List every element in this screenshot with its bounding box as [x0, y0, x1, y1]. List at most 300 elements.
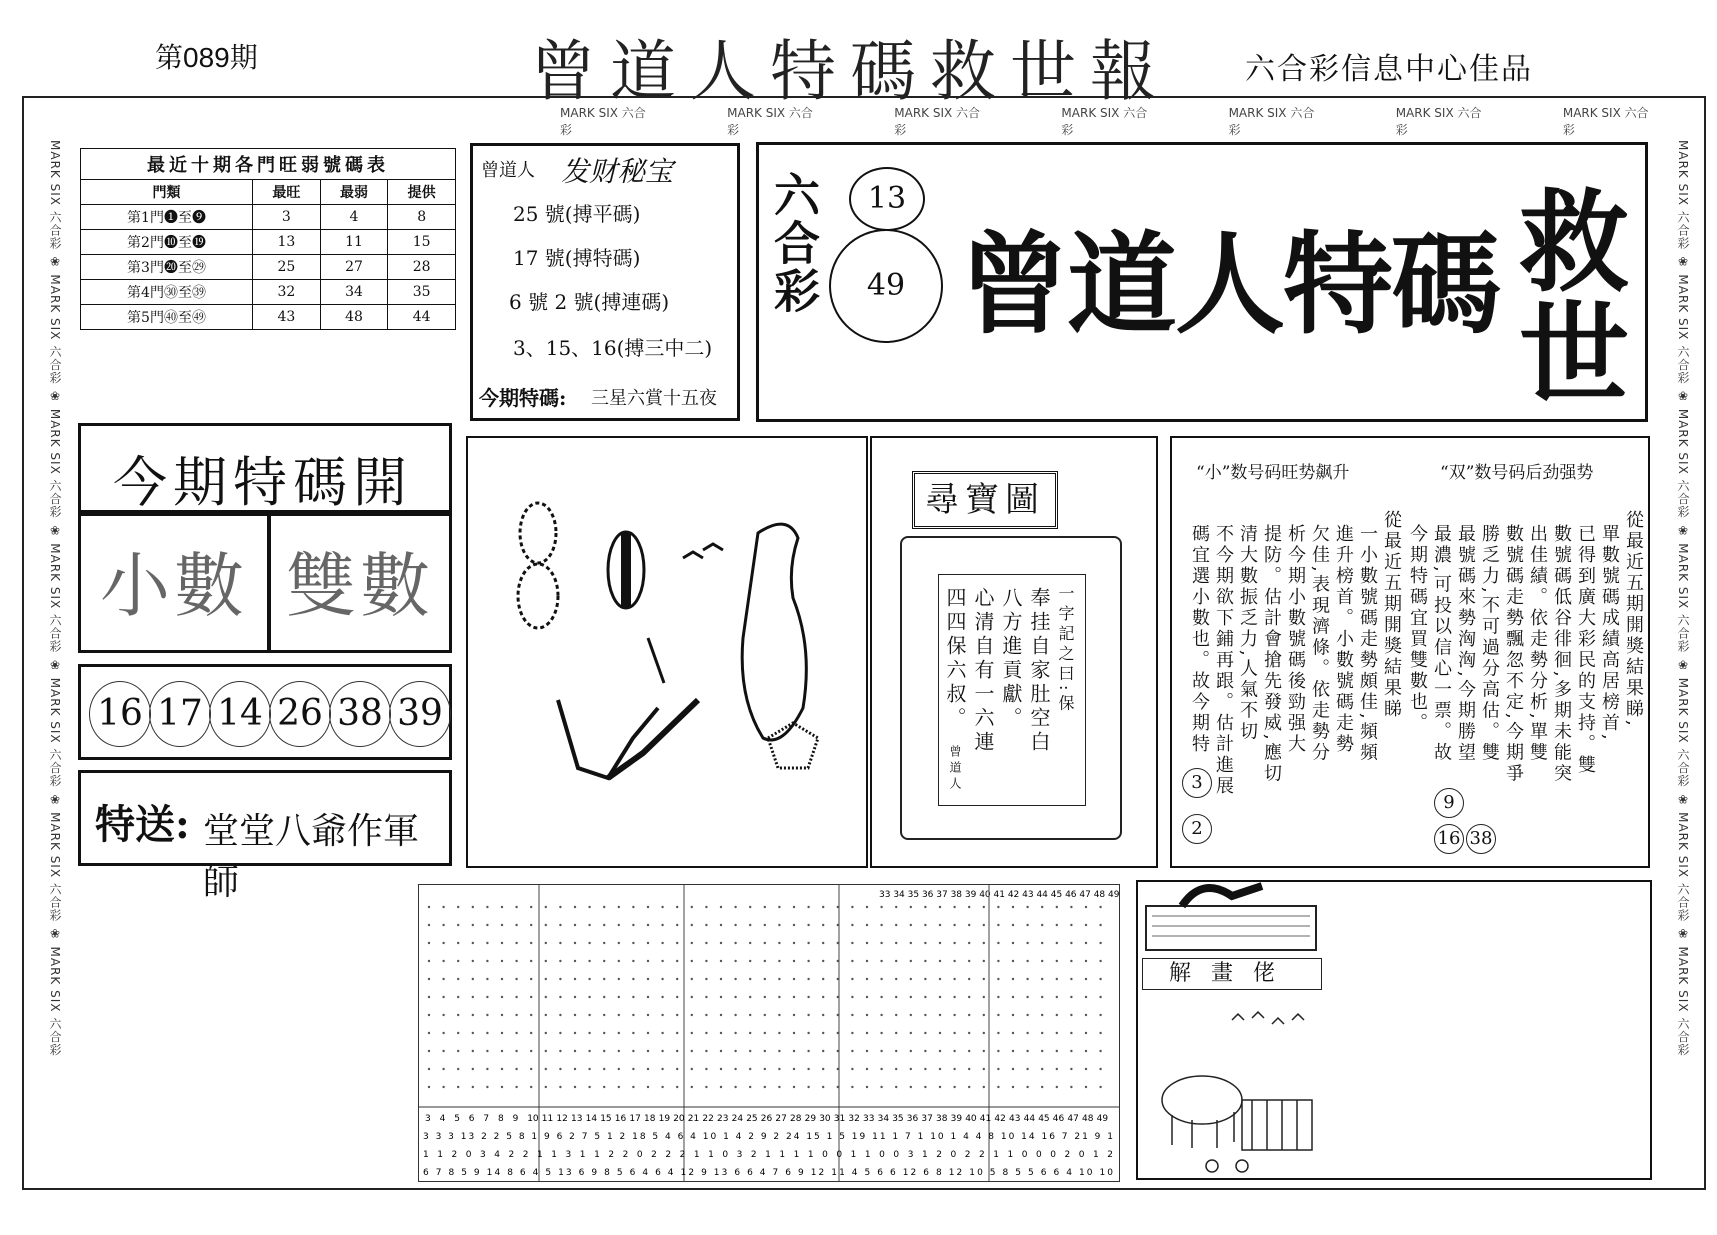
chart-grid-dot: [588, 906, 590, 908]
chart-grid-dot: [939, 1014, 941, 1016]
analysis-column: 清大數振乏力,人氣不切: [1237, 524, 1258, 743]
chart-grid-dot: [953, 1014, 955, 1016]
chart-grid-dot: [559, 978, 561, 980]
chart-grid-dot: [924, 906, 926, 908]
chart-grid-dot: [603, 942, 605, 944]
map-signature: 曾道人: [948, 745, 962, 793]
chart-grid-dot: [720, 1050, 722, 1052]
chart-grid-dot: [1026, 906, 1028, 908]
chart-grid-dot: [880, 924, 882, 926]
chart-grid-dot: [997, 996, 999, 998]
chart-grid-dot: [632, 1086, 634, 1088]
chart-grid-dot: [953, 1032, 955, 1034]
chart-grid-dot: [661, 1032, 663, 1034]
chart-grid-dot: [1056, 1032, 1058, 1034]
chart-grid-dot: [866, 1086, 868, 1088]
chart-grid-dot: [618, 1014, 620, 1016]
chart-grid-dot: [1070, 924, 1072, 926]
chart-grid-dot: [968, 996, 970, 998]
chart-grid-dot: [720, 1032, 722, 1034]
chart-grid-dot: [515, 1014, 517, 1016]
chart-grid-dot: [559, 1068, 561, 1070]
chart-grid-dot: [910, 996, 912, 998]
chart-grid-dot: [734, 1086, 736, 1088]
analysis-column: 出佳績。依走勢分析,單雙: [1527, 524, 1548, 764]
chart-grid-dot: [1099, 1014, 1101, 1016]
chart-grid-dot: [676, 942, 678, 944]
chart-grid-dot: [880, 1068, 882, 1070]
chart-grid-dot: [764, 1014, 766, 1016]
chart-grid-dot: [1056, 996, 1058, 998]
chart-grid-dot: [588, 960, 590, 962]
chart-grid-dot: [953, 1050, 955, 1052]
hot-cold-table: [80, 148, 456, 330]
chart-grid-dot: [1099, 906, 1101, 908]
chart-grid-dot: [1099, 960, 1101, 962]
chart-grid-dot: [1056, 1086, 1058, 1088]
chart-grid-dot: [486, 1068, 488, 1070]
chart-grid-dot: [691, 1068, 693, 1070]
chart-grid-dot: [778, 996, 780, 998]
tips-author: 曾道人: [481, 160, 535, 181]
chart-grid-dot: [968, 906, 970, 908]
chart-grid-dot: [895, 942, 897, 944]
chart-grid-dot: [953, 1068, 955, 1070]
chart-grid-dot: [428, 924, 430, 926]
chart-grid-dot: [647, 996, 649, 998]
chart-grid-dot: [866, 1032, 868, 1034]
analysis-column: 勝乏力,不可過分高估。雙: [1479, 524, 1500, 764]
chart-grid-dot: [1085, 960, 1087, 962]
chart-grid-dot: [603, 1086, 605, 1088]
chart-grid-dot: [924, 978, 926, 980]
chart-grid-dot: [997, 1050, 999, 1052]
analysis-column: 提防。估計會搶先發威,應切: [1261, 524, 1282, 785]
chart-grid-dot: [603, 960, 605, 962]
chart-grid-dot: [822, 978, 824, 980]
chart-grid-dot: [603, 1014, 605, 1016]
chart-grid-dot: [705, 906, 707, 908]
chart-grid-dot: [851, 1086, 853, 1088]
chart-grid-dot: [691, 960, 693, 962]
special-open-header: [78, 423, 452, 513]
chart-grid-dot: [501, 1086, 503, 1088]
chart-grid-dot: [457, 942, 459, 944]
chart-grid-dot: [588, 978, 590, 980]
chart-grid-dot: [442, 978, 444, 980]
chart-header-numbers: 33 34 35 36 37 38 39 40 41 42 43 44 45 46 47 48 49: [879, 890, 1120, 900]
chart-grid-dot: [472, 1068, 474, 1070]
chart-grid-dot: [822, 960, 824, 962]
strip-text: MARK SIX 六合彩: [1228, 106, 1315, 137]
chart-grid-dot: [749, 1086, 751, 1088]
treasure-map-title: 尋寶圖: [912, 471, 1058, 529]
chart-grid-dot: [997, 906, 999, 908]
chart-grid-dot: [968, 1014, 970, 1016]
chart-grid-dot: [807, 1014, 809, 1016]
chart-grid-dot: [486, 1050, 488, 1052]
chart-grid-dot: [1099, 1086, 1101, 1088]
chart-grid-dot: [939, 906, 941, 908]
chart-column-label: 12: [556, 1114, 568, 1124]
chart-column-label: 15: [600, 1114, 612, 1124]
chart-grid-dot: [574, 996, 576, 998]
chart-grid-dot: [953, 996, 955, 998]
chart-grid-dot: [1085, 996, 1087, 998]
chart-grid-dot: [720, 924, 722, 926]
chart-grid-dot: [720, 942, 722, 944]
chart-grid-dot: [880, 960, 882, 962]
chart-grid-dot: [676, 1014, 678, 1016]
table-header: 最旺: [253, 180, 321, 205]
chart-grid-dot: [486, 924, 488, 926]
chart-grid-dot: [880, 1050, 882, 1052]
chart-grid-dot: [457, 960, 459, 962]
riddle-drawing: [466, 436, 868, 868]
chart-grid-dot: [924, 960, 926, 962]
chart-grid-dot: [807, 906, 809, 908]
chart-grid-dot: [793, 1050, 795, 1052]
chart-grid-dot: [1099, 1068, 1101, 1070]
chart-column-label: 23: [717, 1114, 729, 1124]
chart-grid-dot: [486, 978, 488, 980]
lucky-numbers-box: [78, 664, 452, 760]
chart-grid-dot: [851, 906, 853, 908]
chart-grid-dot: [1041, 996, 1043, 998]
chart-grid-dot: [501, 960, 503, 962]
chart-grid-dot: [647, 960, 649, 962]
chart-grid-dot: [997, 1068, 999, 1070]
chart-grid-dot: [574, 1050, 576, 1052]
chart-grid-dot: [1026, 1086, 1028, 1088]
chart-grid-dot: [603, 906, 605, 908]
chart-grid-dot: [574, 1032, 576, 1034]
chart-grid-dot: [1085, 1032, 1087, 1034]
chart-grid-dot: [574, 1068, 576, 1070]
chart-column-label: 33: [863, 1114, 875, 1124]
chart-grid-dot: [880, 1032, 882, 1034]
chart-grid-dot: [691, 1086, 693, 1088]
chart-grid-dot: [720, 1014, 722, 1016]
chart-grid-dot: [793, 978, 795, 980]
chart-grid-dot: [924, 924, 926, 926]
chart-grid-dot: [851, 978, 853, 980]
chart-grid-dot: [574, 942, 576, 944]
chart-grid-dot: [486, 1014, 488, 1016]
chart-grid-dot: [603, 1068, 605, 1070]
chart-grid-dot: [1085, 906, 1087, 908]
chart-grid-dot: [720, 960, 722, 962]
chart-grid-dot: [778, 1086, 780, 1088]
chart-grid-dot: [734, 978, 736, 980]
chart-grid-dot: [997, 960, 999, 962]
chart-grid-dot: [486, 942, 488, 944]
chart-grid-dot: [895, 924, 897, 926]
chart-grid-dot: [486, 906, 488, 908]
chart-grid-dot: [442, 906, 444, 908]
draw-history-chart: [418, 884, 1120, 1182]
chart-grid-dot: [1041, 1014, 1043, 1016]
chart-grid-dot: [1012, 1050, 1014, 1052]
chart-grid-dot: [837, 978, 839, 980]
chart-column-label: 36: [906, 1114, 919, 1124]
chart-grid-dot: [632, 1050, 634, 1052]
analysis-column: 不今期欲下鋪再跟。估計進展: [1213, 524, 1234, 797]
chart-grid-dot: [676, 978, 678, 980]
chart-grid-dot: [442, 1032, 444, 1034]
analysis-panel: [1170, 436, 1650, 868]
chart-grid-dot: [559, 942, 561, 944]
chart-grid-dot: [705, 996, 707, 998]
chart-grid-dot: [968, 924, 970, 926]
chart-grid-dot: [1099, 978, 1101, 980]
chart-grid-dot: [866, 1014, 868, 1016]
chart-grid-dot: [676, 996, 678, 998]
chart-grid-dot: [530, 924, 532, 926]
chart-column-label: 45: [1038, 1114, 1050, 1124]
chart-grid-dot: [880, 942, 882, 944]
chart-grid-dot: [910, 1086, 912, 1088]
chart-column-label: 40: [965, 1114, 977, 1124]
chart-grid-dot: [603, 1050, 605, 1052]
chart-grid-dot: [880, 1014, 882, 1016]
chart-column-label: 49: [1096, 1114, 1109, 1124]
chart-grid-dot: [822, 1014, 824, 1016]
chart-grid-dot: [661, 1014, 663, 1016]
analysis-column: 今期特碼宜買雙數也。: [1407, 524, 1428, 734]
chart-grid-dot: [910, 1050, 912, 1052]
issue-number: 第089期: [155, 42, 258, 73]
chart-grid-dot: [428, 1032, 430, 1034]
chart-grid-dot: [705, 1086, 707, 1088]
chart-grid-dot: [618, 996, 620, 998]
chart-grid-dot: [647, 942, 649, 944]
chart-grid-dot: [822, 1068, 824, 1070]
chart-grid-dot: [588, 1086, 590, 1088]
chart-grid-dot: [1056, 942, 1058, 944]
chart-grid-dot: [749, 960, 751, 962]
chart-column-label: 17: [629, 1114, 641, 1124]
logo-banner: [756, 142, 1648, 422]
chart-grid-dot: [559, 906, 561, 908]
chart-column-label: 46: [1052, 1114, 1065, 1124]
chart-grid-dot: [793, 1014, 795, 1016]
circled-number: 3: [1182, 768, 1212, 798]
chart-grid-dot: [807, 924, 809, 926]
number-ball: 17: [149, 681, 211, 747]
chart-grid-dot: [457, 978, 459, 980]
logo-left-text: 六合彩: [767, 171, 821, 315]
chart-grid-dot: [953, 960, 955, 962]
chart-grid-dot: [647, 924, 649, 926]
chart-grid-dot: [983, 924, 985, 926]
map-column: 奉挂自家肚空白: [1027, 587, 1051, 755]
chart-grid-dot: [924, 1032, 926, 1034]
chart-grid-dot: [866, 906, 868, 908]
gourd-top: 13: [849, 167, 925, 231]
chart-grid-dot: [983, 960, 985, 962]
chart-grid-dot: [603, 996, 605, 998]
chart-grid-dot: [764, 960, 766, 962]
chart-grid-dot: [778, 924, 780, 926]
chart-grid-dot: [588, 942, 590, 944]
chart-grid-dot: [661, 1050, 663, 1052]
chart-grid-dot: [1070, 978, 1072, 980]
chart-column-label: 14: [585, 1114, 598, 1124]
chart-grid-dot: [866, 960, 868, 962]
chart-grid-dot: [793, 1086, 795, 1088]
chart-grid-dot: [472, 960, 474, 962]
chart-grid-dot: [924, 1086, 926, 1088]
chart-grid-dot: [895, 1068, 897, 1070]
tip-line: 3、15、16(搏三中二): [513, 336, 713, 360]
chart-grid-dot: [486, 1032, 488, 1034]
map-column: 一字記之曰:保: [1056, 585, 1075, 715]
chart-column-label: 37: [921, 1114, 933, 1124]
chart-column-label: 22: [702, 1114, 714, 1124]
chart-grid-dot: [428, 906, 430, 908]
chart-grid-dot: [530, 942, 532, 944]
chart-grid-dot: [1070, 1014, 1072, 1016]
chart-grid-dot: [661, 906, 663, 908]
table-header: 最弱: [320, 180, 388, 205]
chart-grid-dot: [1026, 942, 1028, 944]
chart-grid-dot: [1070, 996, 1072, 998]
chart-grid-dot: [764, 1068, 766, 1070]
chart-grid-dot: [910, 1032, 912, 1034]
chart-grid-dot: [953, 906, 955, 908]
send-value: 堂堂八爺作軍師: [203, 810, 420, 902]
chart-grid-dot: [530, 1050, 532, 1052]
chart-grid-dot: [895, 978, 897, 980]
chart-grid-dot: [632, 942, 634, 944]
chart-grid-dot: [793, 1032, 795, 1034]
chart-grid-dot: [837, 906, 839, 908]
chart-grid-dot: [1070, 942, 1072, 944]
chart-grid-dot: [559, 1014, 561, 1016]
chart-grid-dot: [910, 1014, 912, 1016]
chart-column-label: 32: [848, 1114, 860, 1124]
chart-grid-dot: [822, 1086, 824, 1088]
chart-grid-dot: [647, 906, 649, 908]
chart-grid-dot: [968, 960, 970, 962]
chart-grid-dot: [428, 942, 430, 944]
strip-text: MARK SIX 六合彩: [560, 106, 646, 137]
chart-column-label: 41: [979, 1114, 992, 1124]
chart-grid-dot: [953, 978, 955, 980]
chart-grid-dot: [428, 960, 430, 962]
chart-grid-dot: [457, 906, 459, 908]
chart-grid-dot: [983, 996, 985, 998]
chart-grid-dot: [501, 996, 503, 998]
chart-grid-dot: [632, 924, 634, 926]
strip-text: MARK SIX 六合彩: [1061, 106, 1148, 137]
chart-column-label: 3: [425, 1114, 431, 1124]
chart-grid-dot: [457, 1032, 459, 1034]
chart-column-label: 8: [498, 1114, 504, 1124]
chart-grid-dot: [1070, 1032, 1072, 1034]
chart-grid-dot: [734, 942, 736, 944]
chart-grid-dot: [749, 978, 751, 980]
chart-grid-dot: [486, 1086, 488, 1088]
chart-grid-dot: [661, 978, 663, 980]
chart-grid-dot: [691, 942, 693, 944]
table-row: 第1門❶至❾ 3 4 8: [81, 205, 456, 230]
chart-column-label: 48: [1082, 1114, 1094, 1124]
chart-grid-dot: [515, 924, 517, 926]
chart-grid-dot: [515, 1032, 517, 1034]
chart-column-label: 26: [760, 1114, 773, 1124]
chart-grid-dot: [1026, 996, 1028, 998]
chart-grid-dot: [647, 1068, 649, 1070]
page-title: 曾道人特碼救世報: [530, 33, 1170, 110]
chart-grid-dot: [939, 1050, 941, 1052]
chart-grid-dot: [618, 960, 620, 962]
chart-grid-dot: [457, 996, 459, 998]
riddle-drawing-svg: [468, 438, 866, 866]
chart-grid-dot: [705, 942, 707, 944]
chart-grid-dot: [1012, 924, 1014, 926]
chart-grid-dot: [676, 924, 678, 926]
chart-grid-dot: [457, 1014, 459, 1016]
chart-grid-dot: [720, 996, 722, 998]
chart-grid-dot: [559, 1050, 561, 1052]
chart-grid-dot: [501, 978, 503, 980]
chart-grid-dot: [1070, 906, 1072, 908]
chart-grid-dot: [661, 924, 663, 926]
chart-grid-dot: [764, 924, 766, 926]
chart-grid-dot: [720, 1068, 722, 1070]
chart-grid-dot: [910, 924, 912, 926]
analysis-heading-left: “小”数号码旺势飙升: [1196, 463, 1350, 483]
chart-column-label: 10: [527, 1114, 539, 1124]
chart-grid-dot: [428, 978, 430, 980]
chart-grid-dot: [603, 978, 605, 980]
analysis-heading-right: “双”数号码后劲强势: [1440, 463, 1594, 483]
logo-title-side-2: 世: [1519, 290, 1627, 419]
chart-grid-dot: [618, 1086, 620, 1088]
chart-grid-dot: [618, 924, 620, 926]
chart-grid-dot: [953, 942, 955, 944]
chart-grid-dot: [866, 1068, 868, 1070]
chart-grid-dot: [749, 1068, 751, 1070]
chart-grid-dot: [749, 1014, 751, 1016]
chart-grid-dot: [632, 996, 634, 998]
chart-grid-dot: [472, 1050, 474, 1052]
chart-grid-dot: [501, 906, 503, 908]
chart-grid-dot: [545, 1068, 547, 1070]
chart-grid-dot: [778, 960, 780, 962]
scroll-text-area: [938, 574, 1086, 806]
chart-grid-dot: [705, 924, 707, 926]
analysis-column: 數號碼走勢飄忽不定,今期爭: [1503, 524, 1524, 785]
chart-grid-dot: [1026, 1068, 1028, 1070]
chart-grid-dot: [647, 1032, 649, 1034]
analysis-column: 從最近五期開獎結果睇: [1381, 510, 1402, 720]
chart-grid-dot: [661, 960, 663, 962]
chart-grid-dot: [545, 1014, 547, 1016]
chart-grid-dot: [807, 1068, 809, 1070]
special-label: 今期特碼:: [479, 386, 567, 410]
treasure-map-panel: [870, 436, 1158, 868]
chart-grid-dot: [691, 1032, 693, 1034]
chart-grid-dot: [851, 1068, 853, 1070]
chart-grid-dot: [632, 960, 634, 962]
chart-grid-dot: [632, 1068, 634, 1070]
chart-grid-dot: [632, 978, 634, 980]
chart-grid-dot: [472, 1014, 474, 1016]
chart-grid-dot: [1012, 960, 1014, 962]
